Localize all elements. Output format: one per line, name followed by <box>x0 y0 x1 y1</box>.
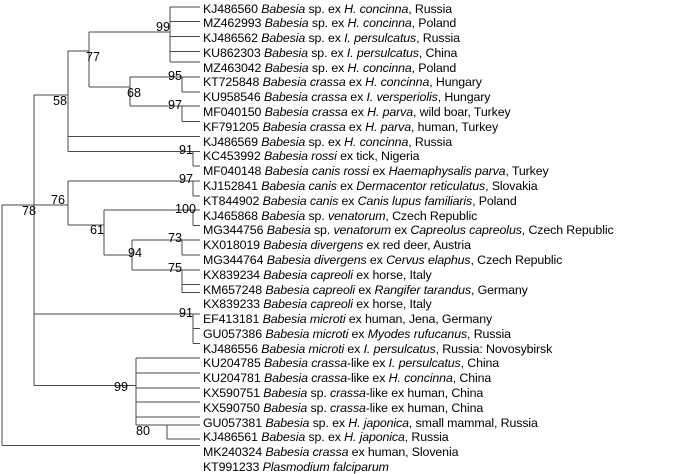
taxon-name-italic: H. concinna <box>347 16 412 31</box>
taxon-detail: sp. <box>310 223 334 238</box>
taxon-name-italic: Plasmodium falciparum <box>262 459 389 474</box>
taxon-detail: sp. <box>307 400 331 415</box>
taxon-name-italic: Rangifer tarandus <box>374 282 471 297</box>
bootstrap-support-value: 91 <box>179 143 194 157</box>
taxon-name-italic: Babesia canis <box>261 178 337 193</box>
accession-number: KU204781 <box>203 371 261 386</box>
taxon-detail: ex <box>344 341 364 356</box>
taxon-label <box>203 3 452 15</box>
taxon-name-italic: Babesia crassa <box>265 445 349 460</box>
taxon-label <box>203 446 458 458</box>
taxon-detail: ex red deer, Austria <box>363 238 471 253</box>
taxon-label <box>203 254 562 266</box>
bootstrap-support-value: 99 <box>114 380 129 394</box>
accession-number: MF040150 <box>203 105 262 120</box>
accession-number: EF413181 <box>203 312 260 327</box>
taxon-label <box>203 387 483 399</box>
taxon-name-italic: I. persulcatus <box>346 45 419 60</box>
taxon-name-italic: Babesia capreoli <box>263 297 353 312</box>
taxon-label <box>203 76 482 88</box>
taxon-detail: , Russia <box>467 326 511 341</box>
taxon-detail: , Poland <box>411 16 457 31</box>
accession-number: KJ152841 <box>203 178 258 193</box>
taxon-name-italic: Babesia <box>261 208 306 223</box>
taxon-label <box>203 32 460 44</box>
taxon-label <box>203 284 528 296</box>
taxon-detail: -like ex human, China <box>365 400 484 415</box>
taxon-label <box>203 402 483 414</box>
taxon-detail: sp. <box>307 386 331 401</box>
taxon-name-italic: Babesia <box>261 134 306 149</box>
accession-number: KJ486569 <box>203 134 258 149</box>
taxon-label <box>203 150 419 162</box>
taxon-label <box>203 417 538 429</box>
taxon-name-italic: Babesia <box>264 16 309 31</box>
bootstrap-support-value: 76 <box>51 193 66 207</box>
taxon-name-italic: Myodes rufucanus <box>367 326 468 341</box>
bootstrap-support-value: 58 <box>53 94 68 108</box>
taxon-detail: , Germany <box>470 282 528 297</box>
accession-number: MZ462993 <box>203 16 262 31</box>
taxon-label <box>203 298 432 310</box>
accession-number: KT725848 <box>203 75 260 90</box>
taxon-label <box>203 210 477 222</box>
taxon-detail: , Russia <box>408 1 453 16</box>
taxon-name-italic: crassa <box>330 386 366 401</box>
taxon-name-italic: Babesia microti <box>262 312 346 327</box>
taxon-detail: ex <box>347 105 368 120</box>
taxon-name-italic: H. concinna <box>365 75 430 90</box>
taxon-detail: , China <box>418 45 458 60</box>
taxon-detail: , Turkey <box>505 164 549 179</box>
accession-number: KX018019 <box>203 238 260 253</box>
bootstrap-support-value: 80 <box>136 424 151 438</box>
bootstrap-support-value: 97 <box>168 98 183 112</box>
taxon-detail: ex <box>390 223 411 238</box>
taxon-label <box>203 165 549 177</box>
taxon-name-italic: Babesia <box>261 1 306 16</box>
taxon-name-italic: Babesia crassa <box>262 119 346 134</box>
taxon-detail: , small mammal, Russia <box>408 415 538 430</box>
taxon-label <box>203 224 614 236</box>
taxon-name-italic: Babesia crassa <box>263 356 347 371</box>
taxon-detail: sp. ex <box>308 60 348 75</box>
taxon-name-italic: Babesia capreoli <box>265 282 356 297</box>
taxon-label <box>203 121 498 133</box>
taxon-detail: -like ex <box>346 356 389 371</box>
accession-number: KJ486561 <box>203 430 258 445</box>
taxon-detail: , Poland <box>472 193 517 208</box>
taxon-name-italic: H. japonica <box>344 430 405 445</box>
bootstrap-support-value: 91 <box>179 306 194 320</box>
taxon-detail: ex <box>369 164 389 179</box>
taxon-detail: ex <box>366 252 387 267</box>
taxon-name-italic: Babesia microti <box>265 326 349 341</box>
bootstrap-support-value: 78 <box>22 204 37 218</box>
taxon-label <box>203 431 449 443</box>
taxon-detail: , Russia: Novosybirsk <box>435 341 553 356</box>
taxon-detail: , Czech Republic <box>470 252 563 267</box>
taxon-label <box>203 328 511 340</box>
accession-number: KF791205 <box>203 119 260 134</box>
taxon-name-italic: Babesia <box>266 223 311 238</box>
taxon-name-italic: I. persulcatus <box>363 341 436 356</box>
taxon-name-italic: Babesia crassa <box>262 75 346 90</box>
accession-number: MG344756 <box>203 223 264 238</box>
bootstrap-support-value: 97 <box>179 172 194 186</box>
taxon-name-italic: venatorum <box>327 208 386 223</box>
taxon-detail: , Hungary <box>429 75 482 90</box>
taxon-label <box>203 17 456 29</box>
accession-number: KT844902 <box>203 193 260 208</box>
accession-number: MG344764 <box>203 252 264 267</box>
taxon-name-italic: Babesia rossi <box>263 149 337 164</box>
taxon-name-italic: Babesia divergens <box>266 252 367 267</box>
bootstrap-support-value: 75 <box>168 261 183 275</box>
taxon-detail: , wild boar, Turkey <box>413 105 511 120</box>
taxon-name-italic: H. japonica <box>348 415 409 430</box>
taxon-detail: , Russia <box>408 134 453 149</box>
accession-number: KJ465868 <box>203 208 258 223</box>
taxon-name-italic: H. concinna <box>388 371 453 386</box>
taxon-name-italic: H. parva <box>367 105 414 120</box>
taxon-label <box>203 461 389 473</box>
taxon-detail: , Czech Republic <box>521 223 614 238</box>
taxon-name-italic: Babesia <box>263 400 308 415</box>
taxon-label <box>203 343 552 355</box>
taxon-detail: ex <box>336 178 357 193</box>
taxon-name-italic: Cervus elaphus <box>386 252 471 267</box>
taxon-label <box>203 239 471 251</box>
taxon-detail: ex <box>348 326 368 341</box>
taxon-detail: ex <box>338 193 358 208</box>
taxon-name-italic: Babesia divergens <box>263 238 364 253</box>
accession-number: KJ486562 <box>203 31 258 46</box>
taxon-detail: , Russia <box>404 430 449 445</box>
bootstrap-support-value: 100 <box>175 202 197 216</box>
taxon-detail: sp. <box>305 208 328 223</box>
accession-number: KT991233 <box>203 459 260 474</box>
taxon-detail: -like ex <box>346 371 389 386</box>
taxon-name-italic: I. persulcatus <box>388 356 461 371</box>
taxon-detail: ex <box>346 90 367 105</box>
accession-number: GU057381 <box>203 415 262 430</box>
taxon-detail: sp. ex <box>305 134 345 149</box>
taxon-detail: ex <box>345 119 366 134</box>
taxon-name-italic: Babesia capreoli <box>263 267 353 282</box>
accession-number: GU057386 <box>203 326 262 341</box>
taxon-name-italic: Babesia <box>263 45 308 60</box>
taxon-name-italic: venatorum <box>333 223 391 238</box>
taxon-name-italic: H. parva <box>365 119 411 134</box>
taxon-detail: ex horse, Italy <box>352 267 432 282</box>
bootstrap-support-value: 94 <box>128 246 143 260</box>
taxon-name-italic: Babesia <box>261 430 306 445</box>
taxon-detail: sp. ex <box>305 31 345 46</box>
taxon-name-italic: Babesia <box>263 386 308 401</box>
taxon-detail: , human, Turkey <box>410 119 499 134</box>
taxon-name-italic: I. persulcatus <box>344 31 417 46</box>
taxon-name-italic: crassa <box>330 400 366 415</box>
taxon-name-italic: Babesia crassa <box>263 371 347 386</box>
taxon-label <box>203 47 457 59</box>
taxon-detail: , Hungary <box>437 90 491 105</box>
accession-number: KM657248 <box>203 282 262 297</box>
taxon-detail: , Russia <box>416 31 460 46</box>
taxon-name-italic: Babesia crassa <box>263 90 347 105</box>
accession-number: KU862303 <box>203 45 261 60</box>
taxon-label <box>203 269 432 281</box>
taxon-detail: , Czech Republic <box>385 208 478 223</box>
taxon-detail: ex horse, Italy <box>352 297 432 312</box>
taxon-name-italic: Dermacentor reticulatus <box>356 178 486 193</box>
accession-number: MF040148 <box>203 164 262 179</box>
taxon-name-italic: Capreolus capreolus <box>410 223 522 238</box>
taxon-detail: sp. ex <box>309 415 349 430</box>
taxon-name-italic: H. concinna <box>344 1 409 16</box>
bootstrap-support-value: 77 <box>86 50 101 64</box>
taxon-label <box>203 136 452 148</box>
taxon-name-italic: H. concinna <box>344 134 409 149</box>
taxon-detail: ex human, Jena, Germany <box>345 312 493 327</box>
taxon-name-italic: Haemaphysalis parva <box>388 164 506 179</box>
taxon-label <box>203 180 538 192</box>
taxon-detail: ex tick, Nigeria <box>336 149 420 164</box>
taxon-detail: sp. ex <box>307 45 347 60</box>
taxon-detail: , Poland <box>411 60 457 75</box>
taxon-name-italic: Canis lupus familiaris <box>357 193 473 208</box>
taxon-detail: sp. ex <box>308 16 348 31</box>
accession-number: KU204785 <box>203 356 261 371</box>
taxon-name-italic: Babesia <box>261 31 306 46</box>
accession-number: KC453992 <box>203 149 261 164</box>
taxon-name-italic: H. concinna <box>347 60 412 75</box>
bootstrap-support-value: 99 <box>156 20 171 34</box>
bootstrap-support-value: 61 <box>90 223 105 237</box>
taxon-detail: sp. ex <box>305 1 345 16</box>
taxon-name-italic: Babesia crassa <box>264 105 348 120</box>
taxon-label <box>203 195 517 207</box>
taxon-detail: ex human, Slovenia <box>348 445 459 460</box>
taxon-detail: , Slovakia <box>485 178 538 193</box>
taxon-name-italic: Babesia <box>264 60 309 75</box>
bootstrap-support-value: 68 <box>127 86 142 100</box>
taxon-label <box>203 372 491 384</box>
taxon-label <box>203 313 492 325</box>
taxon-name-italic: Babesia microti <box>261 341 345 356</box>
accession-number: KX590750 <box>203 400 260 415</box>
taxon-detail: ex <box>345 75 366 90</box>
accession-number: MK240324 <box>203 445 262 460</box>
taxon-name-italic: Babesia canis rossi <box>264 164 370 179</box>
taxon-name-italic: Babesia canis <box>262 193 339 208</box>
accession-number: KX839233 <box>203 297 260 312</box>
taxon-label <box>203 357 499 369</box>
taxon-name-italic: Babesia <box>265 415 310 430</box>
accession-number: KX839234 <box>203 267 260 282</box>
accession-number: KJ486556 <box>203 341 258 356</box>
accession-number: KX590751 <box>203 386 260 401</box>
taxon-name-italic: I. versperiolis <box>366 90 438 105</box>
taxon-detail: , China <box>452 371 492 386</box>
accession-number: MZ463042 <box>203 60 262 75</box>
accession-number: KU958546 <box>203 90 261 105</box>
taxon-label <box>203 91 490 103</box>
taxon-detail: -like ex human, China <box>365 386 484 401</box>
taxon-detail: ex <box>355 282 375 297</box>
taxon-detail: sp. ex <box>305 430 345 445</box>
taxon-label <box>203 106 511 118</box>
taxon-label <box>203 62 456 74</box>
accession-number: KJ486560 <box>203 1 258 16</box>
taxon-detail: , China <box>460 356 500 371</box>
bootstrap-support-value: 73 <box>168 231 183 245</box>
bootstrap-support-value: 95 <box>168 69 183 83</box>
